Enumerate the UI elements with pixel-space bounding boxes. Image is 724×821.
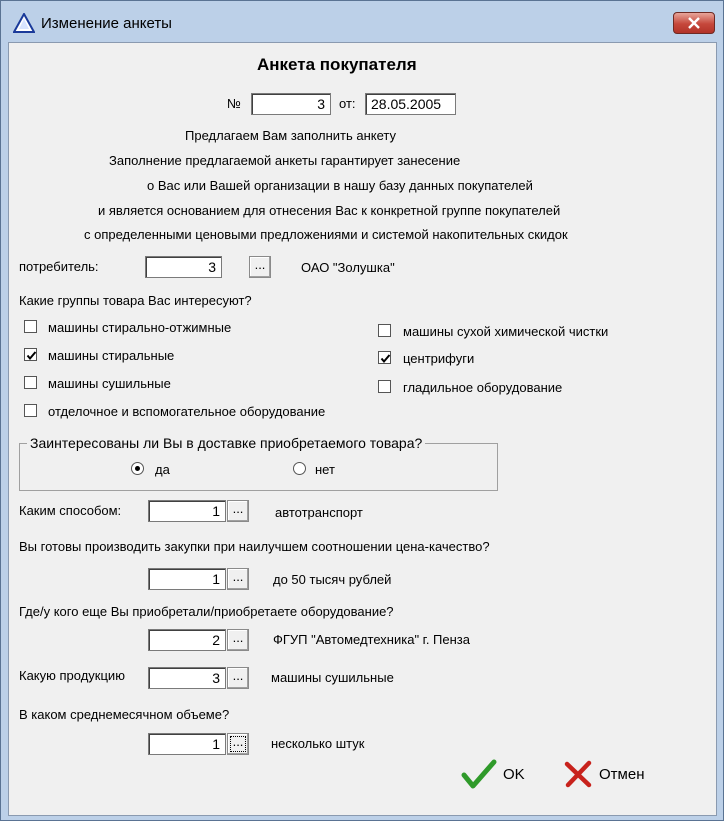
delivery-no-label: нет (315, 462, 335, 477)
product-label: Какую продукцию (19, 668, 125, 683)
method-text: автотранспорт (275, 505, 363, 520)
consumer-label: потребитель: (19, 259, 99, 274)
volume-text: несколько штук (271, 736, 365, 751)
checkmark-icon (379, 352, 392, 365)
group-checkbox-dry-cleaning[interactable] (378, 324, 391, 337)
intro-line-2: Заполнение предлагаемой анкеты гарантирует занесение (109, 153, 461, 168)
number-input[interactable]: 3 (251, 93, 331, 115)
group-label: машины стирально-отжимные (48, 320, 232, 335)
group-checkbox-washer-extractor[interactable] (24, 320, 37, 333)
form-heading: Анкета покупателя (257, 55, 417, 74)
cancel-label: Отмен (599, 765, 645, 783)
date-label: от: (339, 96, 356, 111)
groups-question: Какие группы товара Вас интересуют? (19, 293, 252, 308)
price-text: до 50 тысяч рублей (273, 572, 392, 587)
consumer-input[interactable]: 3 (145, 256, 222, 278)
where-lookup-button[interactable]: ... (227, 629, 249, 651)
price-lookup-button[interactable]: ... (227, 568, 249, 590)
checkmark-icon (25, 349, 38, 362)
intro-line-4: и является основанием для отнесения Вас к конкретной группе покупателей (98, 203, 561, 218)
group-label: машины сухой химической чистки (403, 324, 609, 339)
price-question: Вы готовы производить закупки при наилучшем соотношении цена-качество? (19, 539, 490, 554)
method-label: Каким способом: (19, 503, 122, 518)
ok-button[interactable] (461, 759, 525, 789)
where-text: ФГУП "Автомедтехника" г. Пенза (273, 632, 470, 647)
ok-label: OK (503, 765, 525, 783)
title-bar[interactable] (1, 1, 723, 43)
form-area (8, 42, 717, 816)
group-label: гладильное оборудование (403, 380, 563, 395)
where-question: Где/у кого еще Вы приобретали/приобретаете оборудование? (19, 604, 394, 619)
consumer-name: ОАО "Золушка" (301, 260, 395, 275)
volume-lookup-button[interactable]: ... (227, 733, 249, 755)
date-input[interactable]: 28.05.2005 (365, 93, 456, 115)
delivery-question: Заинтересованы ли Вы в доставке приобретаемого товара? (27, 435, 425, 451)
group-label: машины сушильные (48, 376, 171, 391)
method-input[interactable]: 1 (148, 500, 226, 522)
cancel-button[interactable] (563, 759, 644, 789)
delivery-yes-label: да (155, 462, 170, 477)
group-checkbox-ironing[interactable] (378, 380, 391, 393)
intro-line-3: о Вас или Вашей организации в нашу базу данных покупателей (147, 178, 533, 193)
group-checkbox-centrifuges[interactable] (378, 351, 391, 364)
intro-line-5: с определенными ценовыми предложениями и системой накопительных скидок (84, 227, 568, 242)
consumer-lookup-button[interactable]: ... (249, 256, 271, 278)
delivery-no-radio[interactable] (293, 462, 306, 475)
product-input[interactable]: 3 (148, 667, 226, 689)
number-label: № (227, 96, 241, 111)
window-title: Изменение анкеты (41, 15, 172, 32)
product-lookup-button[interactable]: ... (227, 667, 249, 689)
method-lookup-button[interactable]: ... (227, 500, 249, 522)
price-input[interactable]: 1 (148, 568, 226, 590)
close-x-icon (563, 759, 593, 789)
volume-input[interactable]: 1 (148, 733, 226, 755)
product-text: машины сушильные (271, 670, 394, 685)
group-label: центрифуги (403, 351, 475, 366)
close-icon (687, 17, 701, 29)
volume-question: В каком среднемесячном объеме? (19, 707, 230, 722)
group-checkbox-finishing-equipment[interactable] (24, 404, 37, 417)
checkmark-icon (461, 759, 497, 789)
close-button[interactable] (673, 12, 715, 34)
group-label: машины стиральные (48, 348, 175, 363)
where-input[interactable]: 2 (148, 629, 226, 651)
group-checkbox-dryers[interactable] (24, 376, 37, 389)
group-label: отделочное и вспомогательное оборудование (48, 404, 326, 419)
group-checkbox-washing-machines[interactable] (24, 348, 37, 361)
intro-line-1: Предлагаем Вам заполнить анкету (185, 128, 397, 143)
app-triangle-icon (13, 13, 35, 33)
delivery-yes-radio[interactable] (131, 462, 144, 475)
